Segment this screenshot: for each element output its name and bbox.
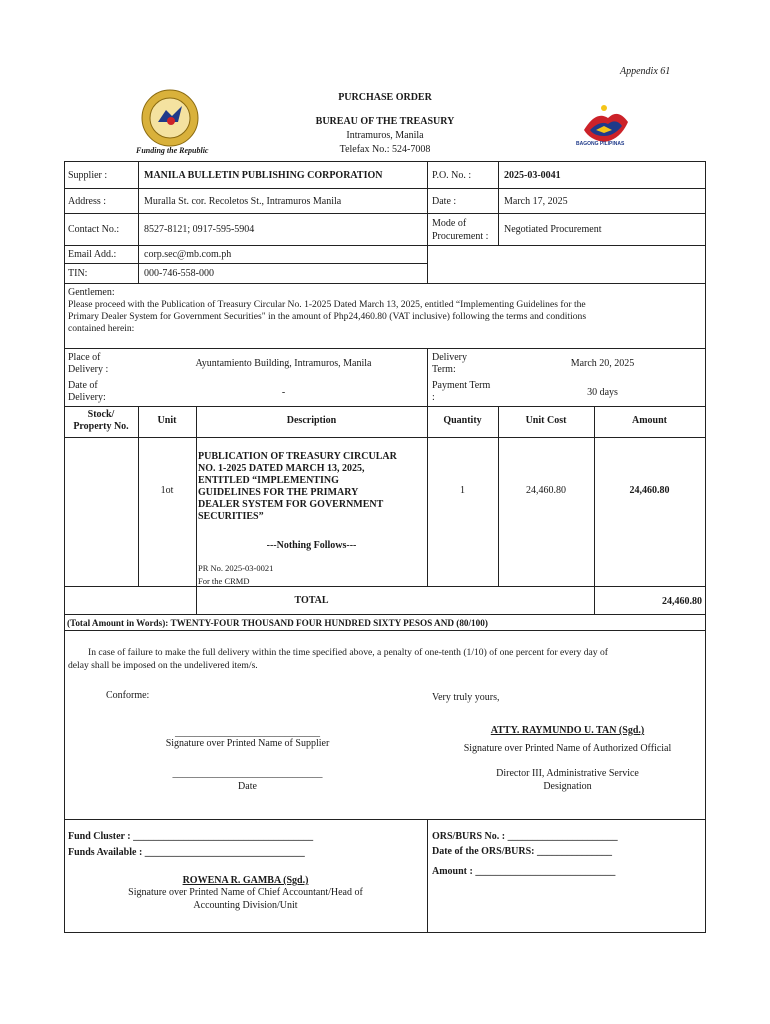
frame-right [705,161,706,933]
divider [64,819,706,820]
place-label: Place of [68,352,101,363]
accountant-name: ROWENA R. GAMBA (Sgd.) [182,875,309,886]
delivery-term-label: Delivery [432,352,467,363]
divider [427,819,428,932]
po-number-value: 2025-03-0041 [504,170,561,181]
supplier-signature-label: Signature over Printed Name of Supplier [165,738,330,749]
mode-value: Negotiated Procurement [504,224,602,235]
contact-label: Contact No.: [68,224,120,235]
frame-bottom [64,932,706,933]
penalty-line: delay shall be imposed on the undelivered item/s. [68,660,258,671]
row-description-line: NO. 1-2025 DATED MARCH 13, 2025, [198,463,365,474]
conforme-label: Conforme: [106,690,150,701]
row-description-line: ENTITLED “IMPLEMENTING [198,475,339,486]
mode-label: Mode of [432,218,467,229]
official-name: ATTY. RAYMUNDO U. TAN (Sgd.) [490,725,645,736]
row-description-line: DEALER SYSTEM FOR GOVERNMENT [198,499,384,510]
delivery-term-value: March 20, 2025 [570,358,635,369]
penalty-line: In case of failure to make the full delivery within the time specified above, a penalty of one-tenth (1/10) of one percent for every day of [88,647,608,658]
address-value: Muralla St. cor. Recoletos St., Intramuros Manila [144,196,342,207]
place-value: Ayuntamiento Building, Intramuros, Manila [195,358,372,369]
divider [64,348,706,349]
delivery-date-label: Delivery: [68,392,106,403]
divider [64,630,706,631]
col-description-header: Description [286,415,337,426]
frame-top [64,161,706,162]
row-unit-cost: 24,460.80 [526,485,566,496]
seal-caption: Funding the Republic [136,146,209,155]
total-in-words: (Total Amount in Words): TWENTY-FOUR THOUSAND FOUR HUNDRED SIXTY PESOS AND (80/100) [67,618,488,628]
place-label: Delivery : [68,364,109,375]
pr-number: PR No. 2025-03-0021 [198,563,274,573]
payment-term-label: : [432,392,435,403]
po-number-label: P.O. No. : [432,170,472,181]
appendix-label: Appendix 61 [620,66,671,77]
col-unit-header: Unit [157,415,177,426]
col-amount-header: Amount [631,415,667,426]
funds-available: Funds Available : ________________________________ [68,847,305,858]
truly-yours: Very truly yours, [432,692,500,703]
delivery-date-value: - [281,387,286,398]
supplier-label: Supplier : [68,170,108,181]
designation-value: Director III, Administrative Service [496,768,639,779]
supplier-signature-line: _____________________________ [175,727,320,738]
letter-line: Primary Dealer System for Government Securities" in the amount of Php24,460.80 (VAT inclusive) following the terms and conditions [68,311,587,322]
official-signature-label: Signature over Printed Name of Authorized Official [463,743,672,754]
frame-left [64,161,65,933]
mode-label: Procurement : [432,231,489,242]
designation-label: Designation [543,781,592,792]
for-crmd: For the CRMD [198,576,250,586]
salutation: Gentlemen: [68,287,115,298]
divider [64,586,706,587]
row-description-line: SECURITIES” [198,511,264,522]
total-value: 24,460.80 [662,596,702,607]
delivery-term-label: Term: [432,364,456,375]
row-quantity: 1 [460,485,465,496]
divider [64,406,706,407]
ors-date: Date of the ORS/BURS: _______________ [432,846,612,857]
letter-line: contained herein: [68,323,135,334]
seal-year [138,88,140,89]
divider [427,348,428,406]
divider [64,245,706,246]
ors-amount: Amount : ____________________________ [432,866,616,877]
agency-telefax: Telefax No.: 524-7008 [339,144,431,155]
right-logo-text: BAGONG PILIPINAS [576,141,625,147]
email-label: Email Add.: [68,249,117,260]
col-stock-header: Stock/ [87,409,115,420]
supplier-value: MANILA BULLETIN PUBLISHING CORPORATION [144,170,383,181]
divider [427,161,428,283]
row-description-line: GUIDELINES FOR THE PRIMARY [198,487,359,498]
agency-address: Intramuros, Manila [346,130,424,141]
document-title: PURCHASE ORDER [338,92,432,103]
divider [64,188,706,189]
divider [138,161,139,283]
address-label: Address : [68,196,107,207]
divider [64,283,706,284]
divider [498,161,499,245]
accountant-signature-label: Accounting Division/Unit [193,900,298,911]
row-amount: 24,460.80 [629,485,670,496]
fund-cluster: Fund Cluster : ____________________________________ [68,831,314,842]
row-description-line: PUBLICATION OF TREASURY CIRCULAR [198,451,397,462]
nothing-follows: ---Nothing Follows--- [266,540,357,551]
date-value: March 17, 2025 [504,196,568,207]
ors-number: ORS/BURS No. : ______________________ [432,831,618,842]
total-label: TOTAL [294,595,329,606]
delivery-date-label: Date of [68,380,98,391]
date-signature-label: Date [238,781,257,792]
letter-line: Please proceed with the Publication of Treasury Circular No. 1-2025 Dated March 13, 2025, entitled “Implementing Guidelines for the [68,299,586,310]
divider [64,213,706,214]
payment-term-value: 30 days [587,387,618,398]
row-unit: 1ot [160,485,174,496]
col-stock-header: Property No. [73,421,129,432]
date-label: Date : [432,196,457,207]
payment-term-label: Payment Term [432,380,491,391]
divider [64,614,706,615]
col-unit-cost-header: Unit Cost [525,415,567,426]
agency-name: BUREAU OF THE TREASURY [315,116,455,127]
date-signature-line: ______________________________ [172,768,323,779]
contact-value: 8527-8121; 0917-595-5904 [144,224,255,235]
divider [64,437,706,438]
accountant-signature-label: Signature over Printed Name of Chief Accountant/Head of [128,887,363,898]
bureau-seal [138,88,206,148]
divider [64,263,428,264]
email-value: corp.sec@mb.com.ph [144,249,232,260]
col-quantity-header: Quantity [443,415,482,426]
tin-value: 000-746-558-000 [144,268,214,279]
tin-label: TIN: [68,268,88,279]
